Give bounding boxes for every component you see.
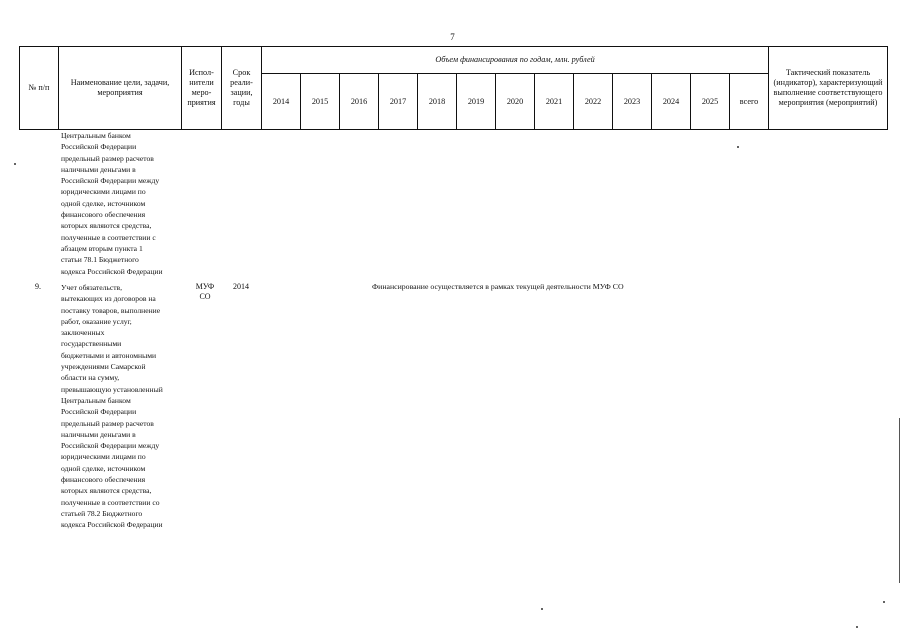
text-line: кодекса Российской Федерации	[61, 520, 163, 530]
text-line: одной сделке, источником	[61, 463, 146, 473]
scan-edge-line	[899, 418, 900, 583]
text-line: статьей 78.2 Бюджетного	[61, 508, 143, 518]
text-line: предельный размер расчетов	[61, 418, 154, 428]
text-line: области на сумму,	[61, 373, 120, 383]
text-line: кодекса Российской Федерации	[61, 266, 163, 276]
header-name: Наименование цели, задачи, мероприятия	[59, 47, 182, 130]
text-line: одной сделке, источником	[61, 198, 146, 208]
text-line: абзацем вторым пункта 1	[61, 243, 143, 253]
text-line: государственными	[61, 339, 122, 349]
header-num: № п/п	[20, 47, 59, 130]
scan-speck	[883, 601, 885, 603]
executor-line: СО	[199, 292, 211, 301]
text-line: наличными деньгами в	[61, 164, 136, 174]
text-line: Российской Федерации между	[61, 176, 160, 186]
header-year: 2022	[574, 74, 613, 130]
header-year: 2025	[691, 74, 730, 130]
page-number: 7	[450, 32, 455, 42]
header-year: 2014	[262, 74, 301, 130]
text-line: юридическими лицами по	[61, 452, 146, 462]
text-line: поставку товаров, выполнение	[61, 305, 161, 315]
header-year: 2023	[613, 74, 652, 130]
row-9-term: 2014	[233, 282, 249, 291]
header-year: 2024	[652, 74, 691, 130]
text-line: финансового обеспечения	[61, 210, 146, 220]
text-line: работ, оказание услуг,	[61, 316, 132, 326]
text-line: Российской Федерации между	[61, 441, 160, 451]
text-line: Центральным банком	[61, 395, 131, 405]
row-9-measure-text	[61, 282, 191, 531]
row-9-number: 9.	[35, 282, 41, 291]
text-line: статьи 78.1 Бюджетного	[61, 255, 139, 265]
text-line: Центральным банком	[61, 131, 131, 140]
text-line: полученные в соответствии со	[61, 497, 160, 507]
header-year: 2021	[535, 74, 574, 130]
text-line: полученные в соответствии с	[61, 232, 156, 242]
text-line: Российской Федерации	[61, 142, 137, 152]
header-year: 2018	[418, 74, 457, 130]
text-line: Российской Федерации	[61, 407, 137, 417]
text-line: Учет обязательств,	[61, 283, 123, 292]
text-line: наличными деньгами в	[61, 429, 136, 439]
header-executors: Испол-нители меро-приятия	[182, 47, 222, 130]
header-year: 2016	[340, 74, 379, 130]
text-line: бюджетными и автономными	[61, 350, 157, 360]
row-9-executor	[190, 282, 220, 302]
text-line: финансового обеспечения	[61, 475, 146, 485]
continued-row-text	[61, 130, 191, 277]
header-term: Срок реали-зации, годы	[222, 47, 262, 130]
scan-speck	[856, 626, 858, 628]
scan-speck	[14, 163, 16, 165]
header-year: 2017	[379, 74, 418, 130]
header-total: всего	[730, 74, 769, 130]
text-line: юридическими лицами по	[61, 187, 146, 197]
text-line: которых являются средства,	[61, 486, 152, 496]
row-9-financing-note: Финансирование осуществляется в рамках текущей деятельности МУФ СО	[372, 282, 624, 291]
text-line: учреждениями Самарской	[61, 362, 146, 372]
table-header	[19, 46, 888, 130]
header-year: 2015	[301, 74, 340, 130]
header-funding-title: Объем финансирования по годам, млн. рублей	[262, 47, 769, 74]
text-line: предельный размер расчетов	[61, 153, 154, 163]
scan-speck	[737, 146, 739, 148]
header-year: 2019	[457, 74, 496, 130]
executor-line: МУФ	[195, 282, 215, 291]
header-year: 2020	[496, 74, 535, 130]
scan-speck	[541, 608, 543, 610]
text-line: которых являются средства,	[61, 221, 152, 231]
text-line: превышающую установленный	[61, 384, 163, 394]
header-indicator: Тактический показатель (индикатор), характеризующий выполнение соответствующего мероприятия (мероприятий)	[769, 47, 888, 130]
text-line: заключенных	[61, 328, 105, 338]
text-line: вытекающих из договоров на	[61, 294, 156, 304]
